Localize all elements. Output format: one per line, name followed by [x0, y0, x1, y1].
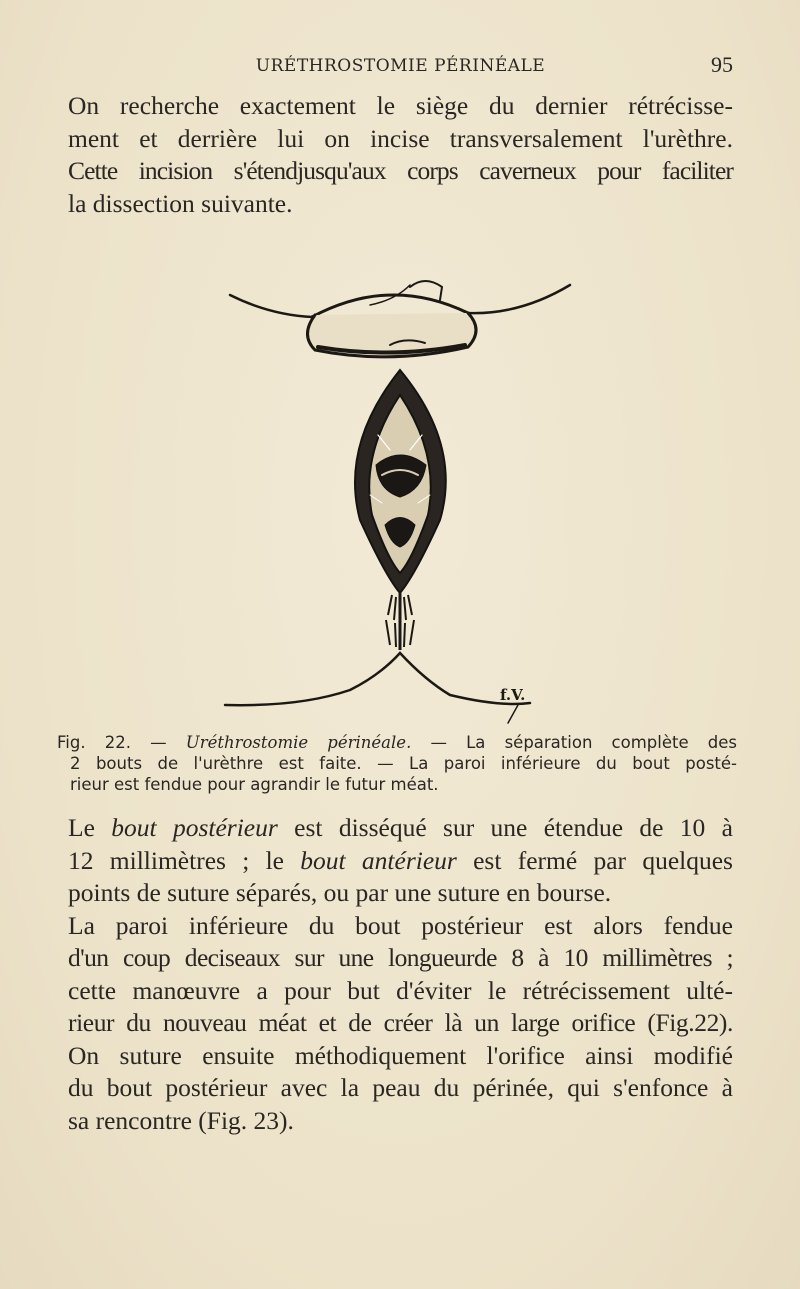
body-p3-line-2: du bout postérieur avec la peau du périnée, qui s'enfonce à — [68, 1073, 733, 1102]
caption-line-3: rieur est fendue pour agrandir le futur méat. — [70, 775, 439, 794]
figure-caption — [57, 732, 737, 795]
running-head — [68, 52, 733, 80]
caption-line-1-rest: — La séparation complète des — [430, 733, 737, 752]
caption-line-1 — [57, 732, 737, 753]
body-p2-line-4: rieur du nouveau méat et de créer là un large orifice (Fig.22). — [68, 1008, 733, 1037]
body-p2-line-1: La paroi inférieure du bout postérieur est alors fendue — [68, 910, 733, 940]
body-p1-line-3: points de suture séparés, ou par une suture en bourse. — [68, 878, 612, 907]
body-p3-line-1: On suture ensuite méthodiquement l'orifice ainsi modifié — [68, 1040, 733, 1070]
figure-illustration — [200, 275, 600, 725]
body-p2-line-2: d'un coup deciseaux sur une longueurde 8 à 10 millimètres ; — [68, 943, 733, 972]
body-p1-line-1 — [68, 812, 733, 845]
intro-line-3: Cette incision s'étendjusqu'aux corps caverneux pour faciliter — [68, 156, 733, 185]
anterior-bout — [230, 281, 570, 357]
caption-line-2: 2 bouts de l'urèthre est faite. — La paroi inférieure du bout posté- — [70, 754, 737, 773]
caption-title: Uréthrostomie périnéale. — [185, 733, 412, 752]
intro-line-4: la dissection suivante. — [68, 188, 293, 218]
intro-line-1: On recherche exactement le siège du dernier rétrécisse- — [68, 91, 733, 120]
body-text — [68, 812, 733, 1137]
p1-l1-post: est disséqué sur une étendue de 10 à — [277, 813, 733, 842]
posterior-bout — [355, 370, 446, 593]
perineal-skin — [225, 653, 530, 723]
p1-l1-pre: Le — [68, 813, 112, 842]
p1-l2-italic: bout antérieur — [300, 845, 457, 875]
body-p3-line-3: sa rencontre (Fig. 23). — [68, 1105, 294, 1135]
figure-label: f.V. — [500, 686, 526, 704]
p1-l2-post: est fermé par quelques — [456, 845, 733, 875]
urethrostomy-drawing — [200, 275, 600, 725]
running-title: URÉTHROSTOMIE PÉRINÉALE — [255, 56, 546, 76]
body-p2-line-3: cette manœuvre a pour but d'éviter le rétrécissement ulté- — [68, 975, 733, 1005]
caption-fig-number: Fig. 22. — — [57, 733, 167, 752]
suture-hatching — [386, 593, 414, 650]
p1-l2-pre: 12 millimètres ; le — [68, 845, 301, 875]
page-number: 95 — [711, 52, 733, 77]
body-p1-line-2 — [68, 845, 733, 878]
intro-line-2: ment et derrière lui on incise transversalement l'urèthre. — [68, 123, 733, 153]
p1-l1-italic: bout postérieur — [111, 813, 278, 842]
intro-paragraph — [68, 90, 733, 220]
